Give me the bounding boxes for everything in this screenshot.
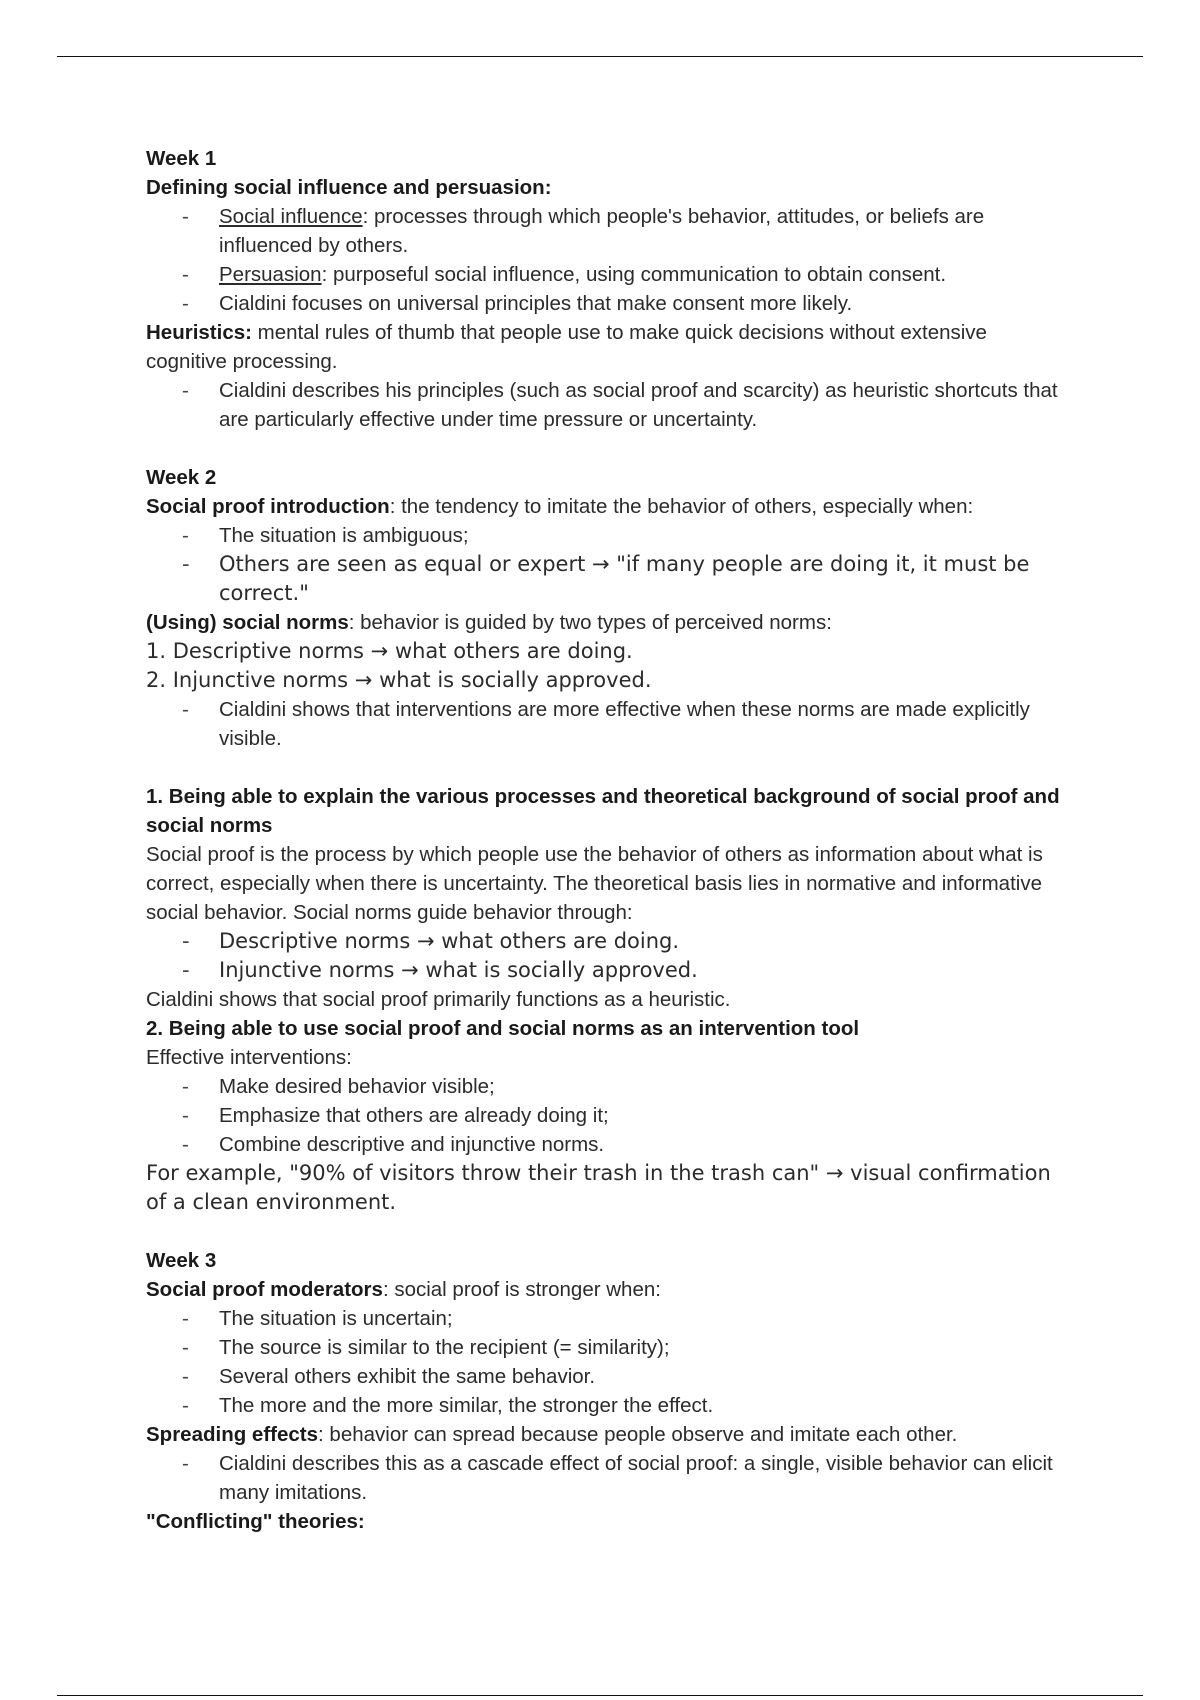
list-item: - The source is similar to the recipient (= similarity); [146,1333,1066,1362]
numbered-item: 2. Injunctive norms → what is socially approved. [146,668,652,692]
list-item: - Cialdini describes this as a cascade effect of social proof: a single, visible behavior can elicit many imitations. [146,1449,1066,1507]
term: Heuristics: [146,321,252,344]
definition: : processes through which people's behavior, attitudes, or beliefs are influenced by others. [219,205,985,257]
heuristics-paragraph [146,318,1066,376]
list-item [146,260,1066,289]
list-item: - The situation is uncertain; [146,1304,1066,1333]
definition: : purposeful social influence, using communication to obtain consent. [321,263,947,286]
term: Social proof introduction [146,495,390,518]
definition: : behavior can spread because people observe and imitate each other. [318,1423,958,1446]
term: Social influence [219,205,363,228]
goal1-title: 1. Being able to explain the various processes and theoretical background of social proof and social norms [146,785,1060,837]
list-item: - Make desired behavior visible; [146,1072,1066,1101]
page-bottom-rule [57,1695,1143,1696]
goal2-lead: Effective interventions: [146,1046,352,1069]
spreading-paragraph [146,1420,1066,1449]
week3-heading: Week 3 [146,1249,217,1272]
definition: Cialdini focuses on universal principles that make consent more likely. [219,292,853,315]
goal2-title: 2. Being able to use social proof and social norms as an intervention tool [146,1017,860,1040]
definition: : the tendency to imitate the behavior of others, especially when: [389,495,974,518]
list-item: - Descriptive norms → what others are doing. [146,927,1066,956]
list-item: - The more and the more similar, the stronger the effect. [146,1391,1066,1420]
list-item [146,202,1066,260]
list-item: - Cialdini shows that interventions are more effective when these norms are made explicitly visible. [146,695,1066,753]
document-body [146,144,1066,1536]
social-proof-intro [146,492,1066,521]
week2-heading: Week 2 [146,466,217,489]
definition: : behavior is guided by two types of perceived norms: [348,611,832,634]
week1-heading: Week 1 [146,147,217,170]
definition: : social proof is stronger when: [382,1278,661,1301]
term: Spreading effects [146,1423,319,1446]
moderators-paragraph [146,1275,1066,1304]
page-top-rule [57,56,1143,57]
social-norms-paragraph [146,608,1066,637]
goal1-body: Social proof is the process by which people use the behavior of others as information about what is correct, especially when there is uncertainty. The theoretical basis lies in normative and informative social behavior. Social norms guide behavior through: [146,843,1043,924]
list-item [146,289,1066,318]
definition: mental rules of thumb that people use to make quick decisions without extensive cognitive processing. [146,321,987,373]
example-paragraph: For example, "90% of visitors throw their trash in the trash can" → visual confirmation of a clean environment. [146,1161,1051,1214]
list-item: - The situation is ambiguous; [146,521,1066,550]
list-item: - Injunctive norms → what is socially approved. [146,956,1066,985]
defining-title: Defining social influence and persuasion: [146,176,552,199]
term: Persuasion [219,263,322,286]
conflicting-heading: "Conflicting" theories: [146,1510,365,1533]
list-item: - Others are seen as equal or expert → "if many people are doing it, it must be correct." [146,550,1066,608]
list-item: - Cialdini describes his principles (such as social proof and scarcity) as heuristic shortcuts that are particularly effective under time pressure or uncertainty. [146,376,1066,434]
list-item: - Emphasize that others are already doing it; [146,1101,1066,1130]
goal1-closing: Cialdini shows that social proof primarily functions as a heuristic. [146,988,731,1011]
term: (Using) social norms [146,611,349,634]
term: Social proof moderators [146,1278,383,1301]
list-item: - Several others exhibit the same behavior. [146,1362,1066,1391]
numbered-item: 1. Descriptive norms → what others are doing. [146,639,633,663]
list-item: - Combine descriptive and injunctive norms. [146,1130,1066,1159]
